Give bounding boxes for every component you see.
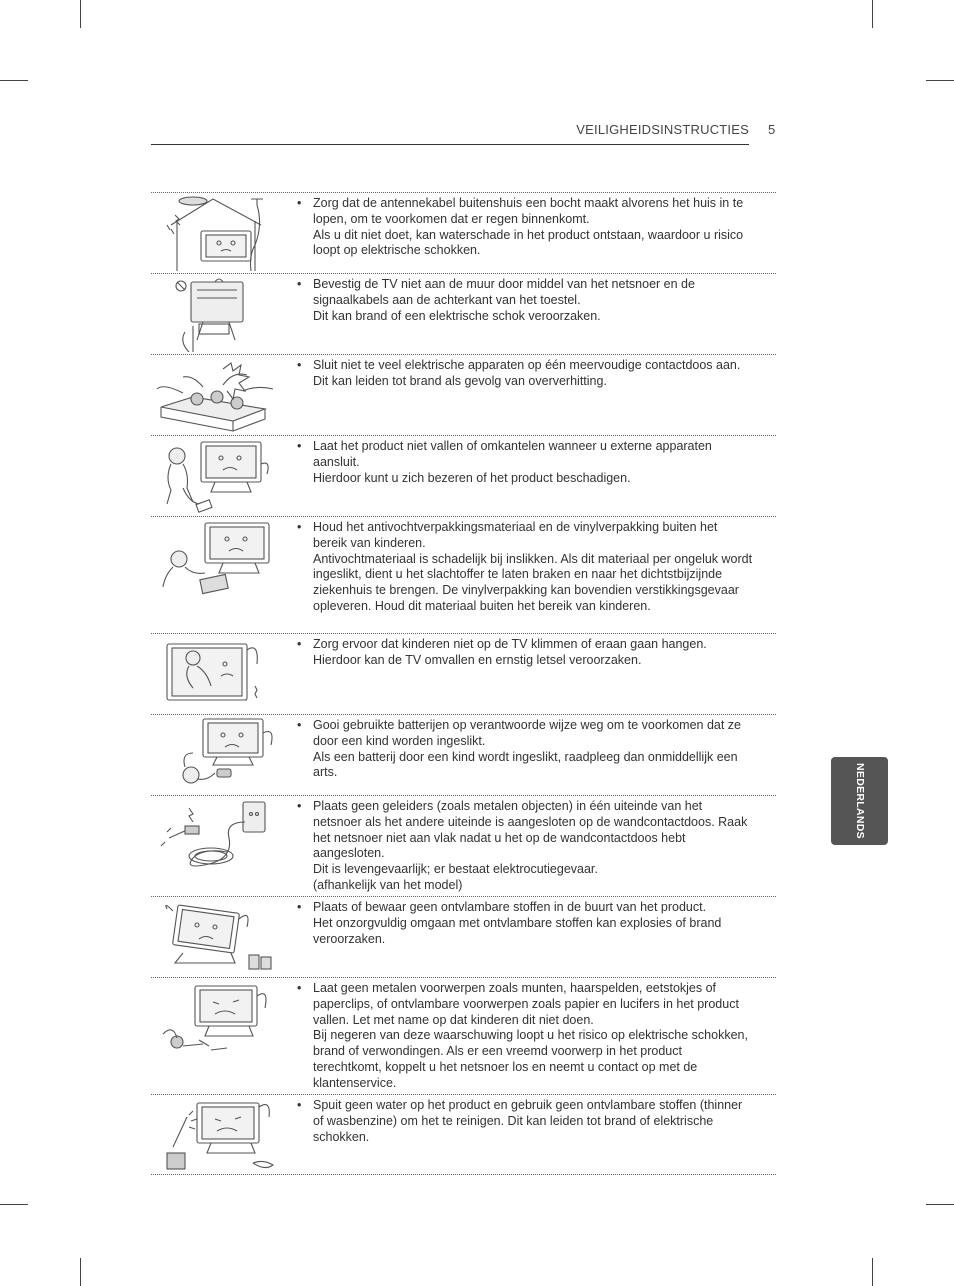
bullet-icon: •	[297, 718, 302, 732]
instruction-text	[297, 1098, 753, 1145]
instruction-line: Zorg dat de antennekabel buitenshuis een bocht maakt alvorens het huis in te lopen, om te voorkomen dat er regen binnenkomt.	[313, 196, 744, 226]
instruction-line: Hierdoor kan de TV omvallen en ernstig letsel veroorzaken.	[313, 652, 642, 667]
crop-mark	[0, 80, 28, 81]
instruction-text	[297, 439, 753, 486]
metal-object-in-plug-icon	[153, 798, 279, 874]
section-title: VEILIGHEIDSINSTRUCTIES	[576, 122, 749, 137]
instruction-text	[297, 981, 753, 1092]
instruction-text	[297, 637, 753, 669]
instruction-text	[297, 799, 753, 894]
instruction-line: Als een batterij door een kind wordt ingeslikt, raadpleeg dan onmiddellijk een arts.	[313, 749, 738, 780]
bullet-icon: •	[297, 520, 302, 534]
instruction-text	[297, 520, 753, 615]
instruction-line: Houd het antivochtverpakkingsmateriaal en de vinylverpakking buiten het bereik van kinderen.	[313, 520, 718, 550]
instruction-line: Laat geen metalen voorwerpen zoals munten, haarspelden, eetstokjes of paperclips, of ontvlambare voorwerpen zoals papier en lucifers in het product vallen. Let met name op dat kinderen dit niet doen.	[313, 981, 739, 1027]
instruction-line: (afhankelijk van het model)	[313, 877, 463, 892]
list-item	[151, 633, 776, 714]
instruction-text	[297, 718, 753, 781]
list-item	[151, 273, 776, 354]
instruction-line: Dit kan leiden tot brand als gevolg van oververhitting.	[313, 373, 607, 388]
metal-objects-falling-icon	[153, 980, 279, 1056]
crop-mark	[926, 80, 954, 81]
bullet-icon: •	[297, 900, 302, 914]
bullet-icon: •	[297, 637, 302, 651]
bullet-icon: •	[297, 1098, 302, 1112]
child-climbing-tv-icon	[153, 636, 279, 712]
instruction-line: Gooi gebruikte batterijen op verantwoorde wijze weg om te voorkomen dat ze door een kind worden ingeslikt.	[313, 718, 742, 748]
crop-mark	[0, 1204, 28, 1205]
list-item	[151, 1094, 776, 1175]
crop-mark	[80, 0, 81, 28]
list-item	[151, 714, 776, 795]
crop-mark	[872, 0, 873, 28]
tv-tipping-over-icon	[153, 438, 279, 514]
bullet-icon: •	[297, 799, 302, 813]
instruction-line: Antivochtmateriaal is schadelijk bij inslikken. Als dit materiaal per ongeluk wordt ingeslikt, dient u het slachtoffer te laten braken en naar het dichtstbijzijnde ziekenhuis te brengen. De vinylverpakking kan bovendien verstikkingsgevaar opleveren. Houd dit materiaal buiten het bereik van kinderen.	[313, 551, 753, 613]
instruction-line: Laat het product niet vallen of omkantelen wanneer u externe apparaten aansluit.	[313, 439, 712, 469]
instruction-line: Plaats geen geleiders (zoals metalen objecten) in één uiteinde van het netsnoer als het andere uiteinde is aangesloten op de wandcontactdoos. Raak het netsnoer niet aan vlak nadat u het op de wandcontactdoos hebt aangesloten.	[313, 799, 748, 861]
instruction-line: Het onzorgvuldig omgaan met ontvlambare stoffen kan explosies of brand veroorzaken.	[313, 915, 722, 946]
instruction-text	[297, 900, 753, 947]
instruction-line: Sluit niet te veel elektrische apparaten op één meervoudige contactdoos aan.	[313, 358, 741, 372]
header-divider	[151, 144, 749, 145]
overloaded-power-strip-icon	[153, 357, 279, 433]
bullet-icon: •	[297, 981, 302, 995]
instruction-line: Zorg ervoor dat kinderen niet op de TV klimmen of eraan gaan hangen.	[313, 637, 707, 651]
list-item	[151, 896, 776, 977]
antenna-cable-house-icon	[153, 195, 279, 271]
instruction-text	[297, 196, 753, 259]
bullet-icon: •	[297, 358, 302, 372]
instruction-line: Bevestig de TV niet aan de muur door middel van het netsnoer en de signaalkabels aan de achterkant van het toestel.	[313, 277, 695, 307]
bullet-icon: •	[297, 439, 302, 453]
language-tab	[831, 757, 888, 845]
no-wall-mount-by-cable-icon	[153, 276, 279, 352]
bullet-icon: •	[297, 277, 302, 291]
list-item	[151, 977, 776, 1094]
child-with-batteries-icon	[153, 717, 279, 793]
instruction-line: Als u dit niet doet, kan waterschade in het product ontstaan, waardoor u risico loopt op elektrische schokken.	[313, 227, 744, 258]
instruction-text	[297, 358, 753, 390]
page-number: 5	[768, 122, 776, 137]
language-tab-label: NEDERLANDS	[853, 763, 866, 839]
instruction-line: Plaats of bewaar geen ontvlambare stoffen in de buurt van het product.	[313, 900, 707, 914]
instruction-line: Bij negeren van deze waarschuwing loopt u het risico op elektrische schokken, brand of verwondingen. Als er een vreemd voorwerp in het product terechtkomt, koppelt u het netsnoer los en neemt u contact op met de klantenservice.	[313, 1028, 748, 1090]
instruction-line: Hierdoor kunt u zich bezeren of het product beschadigen.	[313, 470, 631, 485]
child-with-packaging-icon	[153, 519, 279, 595]
instruction-text	[297, 277, 753, 324]
crop-mark	[926, 1204, 954, 1205]
crop-mark	[80, 1258, 81, 1286]
list-item	[151, 354, 776, 435]
flammable-near-tv-icon	[153, 899, 279, 975]
instruction-line: Dit kan brand of een elektrische schok veroorzaken.	[313, 308, 601, 323]
list-item	[151, 516, 776, 633]
list-item	[151, 192, 776, 273]
safety-instruction-list	[151, 192, 776, 1175]
instruction-line: Dit is levengevaarlijk; er bestaat elektrocutiegevaar.	[313, 862, 598, 877]
spray-water-on-tv-icon	[153, 1097, 279, 1173]
list-item	[151, 795, 776, 896]
bullet-icon: •	[297, 196, 302, 210]
crop-mark	[872, 1258, 873, 1286]
instruction-line: Spuit geen water op het product en gebruik geen ontvlambare stoffen (thinner of wasbenzine) om het te reinigen. Dit kan leiden tot brand of elektrische schokken.	[313, 1098, 743, 1144]
list-item	[151, 435, 776, 516]
